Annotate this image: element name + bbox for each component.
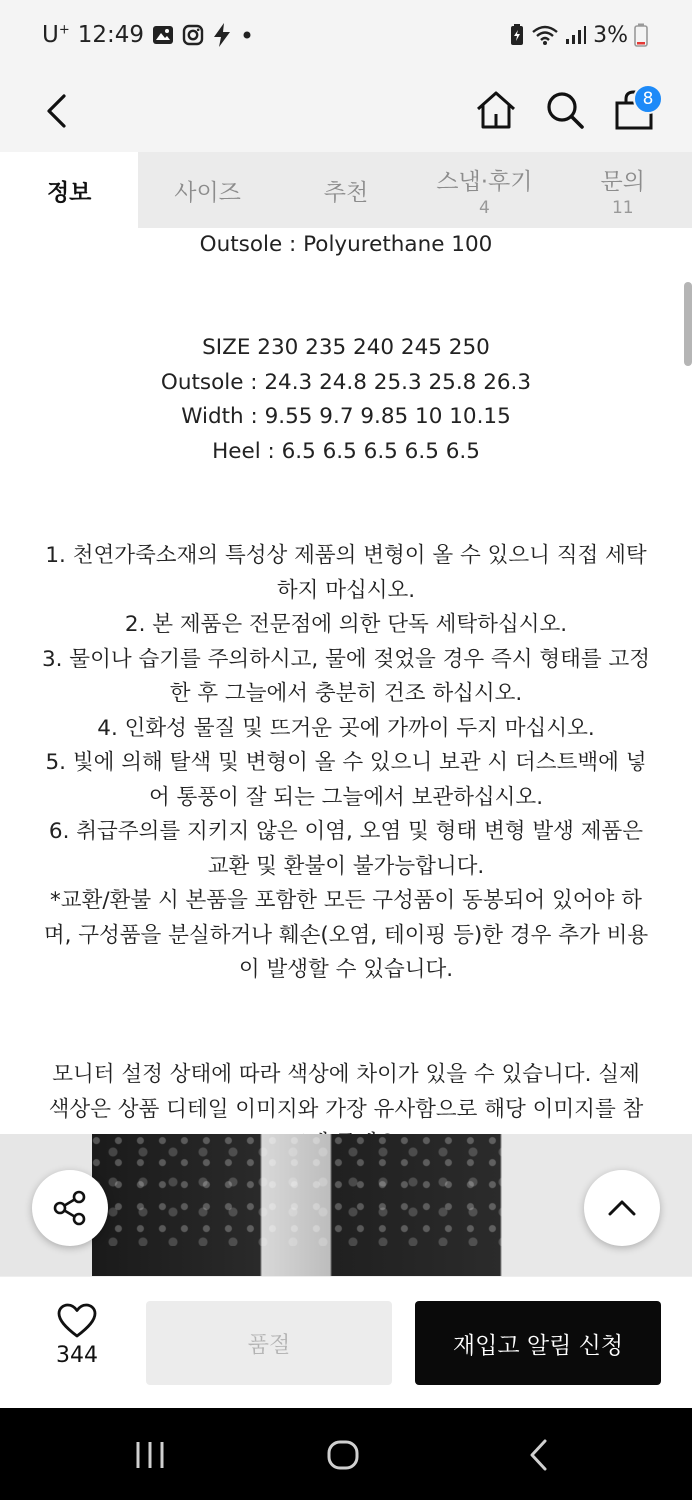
nav-home-button[interactable] [313, 1430, 373, 1480]
tab-snap-review[interactable] [415, 152, 553, 228]
wifi-icon [531, 24, 559, 46]
share-icon [51, 1189, 89, 1227]
product-tabs [0, 152, 692, 228]
back-arrow-icon [44, 93, 68, 129]
like-button[interactable] [36, 1303, 118, 1383]
tab-snap-review-count: 4 [478, 197, 490, 218]
home-circle-icon [326, 1439, 360, 1471]
soldout-button[interactable]: 품절 [146, 1301, 392, 1385]
carrier-text: U [42, 22, 59, 48]
status-bar-left [42, 18, 254, 52]
tab-size-label: 사이즈 [174, 179, 241, 206]
care-line: 이 발생할 수 있습니다. [238, 957, 454, 982]
heel-line: Heel : 6.5 6.5 6.5 6.5 6.5 [212, 438, 480, 464]
carrier-label [42, 22, 70, 48]
dot-icon [240, 28, 254, 42]
chevron-up-icon [607, 1198, 637, 1218]
system-navigation-bar [0, 1408, 692, 1500]
charging-bolt-icon [212, 22, 232, 48]
care-instructions-block [0, 539, 692, 988]
home-button[interactable] [471, 80, 521, 140]
care-line: 며, 구성품을 분실하거나 훼손(오염, 테이핑 등)한 경우 추가 비용 [43, 922, 649, 948]
clock: 12:49 [77, 22, 145, 48]
share-button[interactable] [32, 1170, 108, 1246]
care-line: 한 후 그늘에서 충분히 건조 하십시오. [169, 681, 523, 706]
care-line: 교환 및 환불이 불가능합니다. [207, 853, 485, 879]
size-line: SIZE 230 235 240 245 250 [202, 335, 490, 360]
like-count: 344 [56, 1343, 98, 1368]
recent-apps-button[interactable] [120, 1430, 180, 1480]
search-icon [545, 90, 585, 130]
tab-info[interactable] [0, 152, 138, 228]
recent-apps-icon [133, 1440, 167, 1470]
tab-size[interactable] [138, 152, 276, 228]
tab-inquiry[interactable] [554, 152, 692, 228]
tab-inquiry-count: 11 [611, 197, 634, 218]
nav-back-button[interactable] [508, 1430, 568, 1480]
nav-back-icon [527, 1438, 549, 1472]
battery-saver-icon [509, 23, 525, 47]
scroll-to-top-button[interactable] [584, 1170, 660, 1246]
care-line: 어 통풍이 잘 되는 그늘에서 보관하십시오. [148, 784, 544, 810]
care-line: 1. 천연가죽소재의 특성상 제품의 변형이 올 수 있으니 직접 세탁 [45, 543, 647, 568]
battery-icon [634, 23, 648, 47]
cart-count-badge: 8 [633, 84, 663, 114]
care-line: *교환/환불 시 본품을 포함한 모든 구성품이 동봉되어 있어야 하 [50, 888, 642, 913]
lace-texture [92, 1134, 502, 1246]
heart-icon [57, 1303, 97, 1339]
tab-snap-review-label: 스냅·후기 [436, 168, 533, 195]
tab-recommend-label: 추천 [323, 179, 369, 206]
material-block [0, 228, 692, 263]
tab-info-label: 정보 [46, 179, 92, 206]
care-line: 5. 빛에 의해 탈색 및 변형이 올 수 있으니 보관 시 더스트백에 넣 [45, 750, 647, 775]
care-line: 4. 인화성 물질 및 뜨거운 곳에 가까이 두지 마십시오. [97, 715, 595, 741]
instagram-icon [182, 24, 204, 46]
restock-alert-button[interactable]: 재입고 알림 신청 [415, 1301, 661, 1385]
status-bar [0, 0, 692, 70]
gallery-icon [152, 25, 174, 45]
width-line: Width : 9.55 9.7 9.85 10 10.15 [181, 404, 511, 429]
search-button[interactable] [540, 80, 590, 140]
material-line: Outsole : Polyurethane 100 [199, 232, 493, 257]
back-button[interactable] [36, 82, 76, 140]
cart-button[interactable] [609, 80, 659, 140]
care-line: 하지 마십시오. [276, 577, 416, 603]
outsole-length-line: Outsole : 24.3 24.8 25.3 25.8 26.3 [160, 369, 532, 395]
tab-recommend[interactable] [277, 152, 415, 228]
status-bar-right [509, 18, 648, 52]
tab-inquiry-label: 문의 [600, 168, 645, 195]
home-icon [475, 90, 517, 130]
product-detail-content [0, 228, 692, 1134]
care-line: 6. 취급주의를 지키지 않은 이염, 오염 및 형태 변형 발생 제품은 [48, 819, 644, 844]
signal-icon [565, 25, 587, 45]
app-header [0, 70, 692, 152]
carrier-sup: + [58, 22, 70, 38]
scrollbar-thumb[interactable] [684, 282, 692, 366]
care-line: 3. 물이나 습기를 주의하시고, 물에 젖었을 경우 즉시 형태를 고정 [41, 646, 651, 672]
monitor-line: 색상은 상품 디테일 이미지와 가장 유사함으로 해당 이미지를 참 [48, 1096, 644, 1122]
care-line: 2. 본 제품은 전문점에 의한 단독 세탁하십시오. [124, 612, 568, 637]
purchase-action-bar [0, 1276, 692, 1408]
battery-percent: 3% [593, 22, 628, 48]
size-spec-block [0, 331, 692, 469]
monitor-line: 모니터 설정 상태에 따라 색상에 차이가 있을 수 있습니다. 실제 [52, 1062, 640, 1087]
